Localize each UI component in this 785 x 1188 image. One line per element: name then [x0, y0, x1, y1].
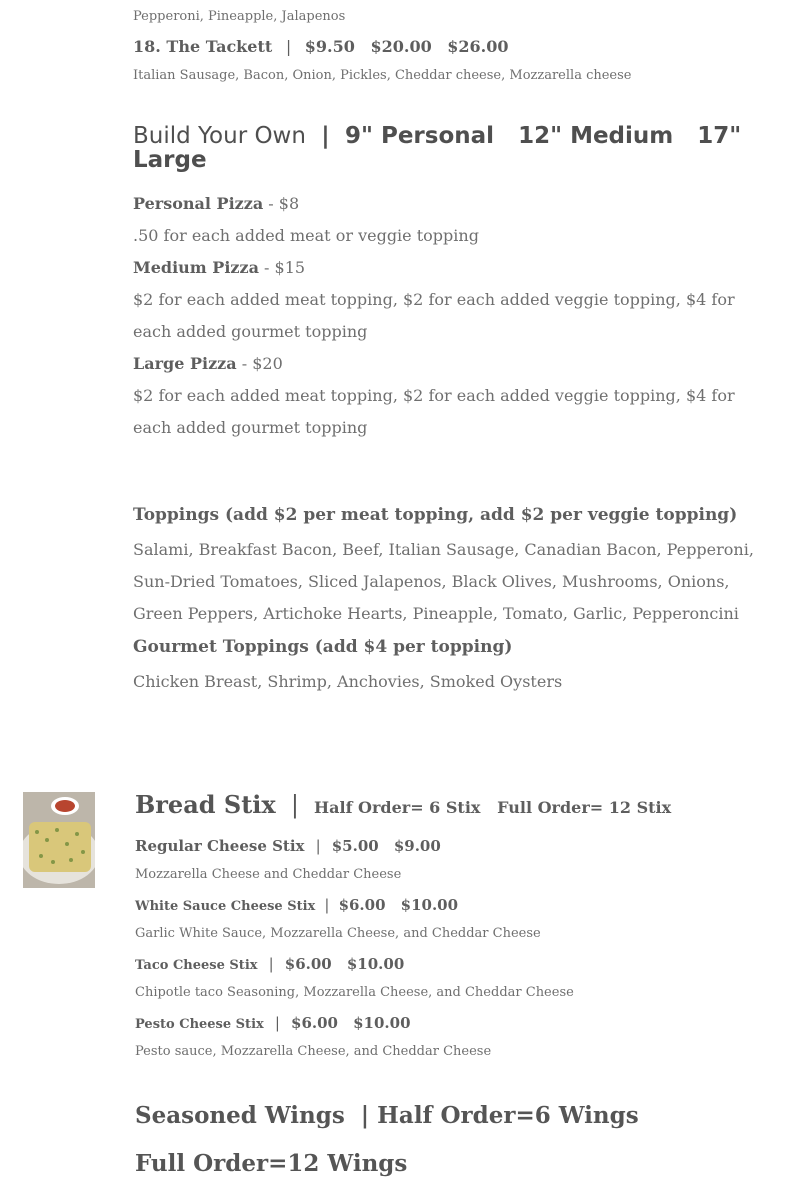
item-name: Pesto Cheese Stix: [135, 1017, 264, 1032]
large-pizza-label: Large Pizza: [133, 354, 237, 373]
toppings-line-1: Salami, Breakfast Bacon, Beef, Italian Sausage, Canadian Bacon, Pepperoni,: [133, 540, 754, 559]
price-large: $26.00: [447, 37, 509, 56]
price-half: $5.00: [331, 837, 379, 855]
medium-pizza-label: Medium Pizza: [133, 258, 259, 277]
bread-item-desc: Chipotle taco Seasoning, Mozzarella Cheese, and Cheddar Cheese: [135, 985, 574, 1000]
personal-pizza-row: [133, 194, 299, 213]
price-personal: $9.50: [304, 37, 355, 56]
bread-item-row: [135, 954, 404, 973]
bread-item-row: [135, 1013, 411, 1032]
item-name: Taco Cheese Stix: [135, 958, 258, 973]
price-full: $10.00: [400, 896, 459, 914]
toppings-line-3: Green Peppers, Artichoke Hearts, Pineapple, Tomato, Garlic, Pepperoncini: [133, 604, 739, 623]
bread-stix-photo-graphic: [23, 792, 95, 888]
prev-item-toppings: Pepperoni, Pineapple, Jalapenos: [133, 9, 346, 24]
separator: |: [285, 37, 292, 56]
medium-pizza-row: [133, 258, 305, 277]
separator: |: [324, 896, 330, 914]
price-half: $6.00: [291, 1014, 338, 1032]
large-pizza-row: [133, 354, 283, 373]
price-medium: $20.00: [370, 37, 432, 56]
gourmet-toppings-heading: Gourmet Toppings (add $4 per topping): [133, 637, 513, 657]
bread-item-desc: Garlic White Sauce, Mozzarella Cheese, and Cheddar Cheese: [135, 926, 541, 941]
toppings-heading: Toppings (add $2 per meat topping, add $2 per veggie topping): [133, 505, 738, 525]
separator: |: [321, 123, 330, 149]
bread-item-desc: Mozzarella Cheese and Cheddar Cheese: [135, 867, 402, 882]
separator: |: [274, 1014, 280, 1032]
price-full: $10.00: [353, 1014, 411, 1032]
item-name: 18. The Tackett: [133, 37, 273, 56]
separator: |: [268, 955, 274, 973]
gourmet-toppings-list: Chicken Breast, Shrimp, Anchovies, Smoked Oysters: [133, 672, 563, 691]
section-sizes: Half Order= 6 Stix Full Order= 12 Stix: [314, 798, 672, 817]
item-name: Regular Cheese Stix: [135, 837, 305, 855]
price-half: $6.00: [338, 896, 386, 914]
section-title: Bread Stix: [135, 790, 276, 819]
personal-pizza-price: - $8: [263, 194, 300, 213]
personal-pizza-label: Personal Pizza: [133, 194, 264, 213]
bread-item-row: [135, 836, 441, 855]
large-pizza-note: $2 for each added meat topping, $2 for each added veggie topping, $4 for each added gourmet topping: [133, 386, 735, 437]
section-sizes: 9" Personal 12" Medium 17" Large: [133, 123, 750, 173]
price-full: $9.00: [393, 837, 441, 855]
tackett-toppings: Italian Sausage, Bacon, Onion, Pickles, Cheddar cheese, Mozzarella cheese: [133, 68, 632, 83]
medium-pizza-note: $2 for each added meat topping, $2 for each added veggie topping, $4 for each added gourmet topping: [133, 290, 735, 341]
separator: |: [290, 791, 299, 819]
price-half: $6.00: [284, 955, 332, 973]
bread-stix-heading: [135, 790, 671, 819]
separator: |: [315, 837, 321, 855]
menu-item-tackett: [133, 37, 509, 56]
bread-item-desc: Pesto sauce, Mozzarella Cheese, and Cheddar Cheese: [135, 1044, 492, 1059]
seasoned-wings-heading: Seasoned Wings | Half Order=6 Wings Full Order=12 Wings: [135, 1102, 663, 1177]
bread-item-row: [135, 895, 458, 914]
personal-pizza-note: .50 for each added meat or veggie topping: [133, 226, 479, 245]
medium-pizza-price: - $15: [258, 258, 306, 277]
section-title: Build Your Own: [133, 123, 306, 149]
price-full: $10.00: [346, 955, 405, 973]
item-name: White Sauce Cheese Stix: [135, 899, 316, 914]
bread-stix-photo: [23, 792, 95, 888]
large-pizza-price: - $20: [236, 354, 283, 373]
toppings-line-2: Sun-Dried Tomatoes, Sliced Jalapenos, Black Olives, Mushrooms, Onions,: [133, 572, 730, 591]
build-your-own-heading: [133, 124, 753, 172]
